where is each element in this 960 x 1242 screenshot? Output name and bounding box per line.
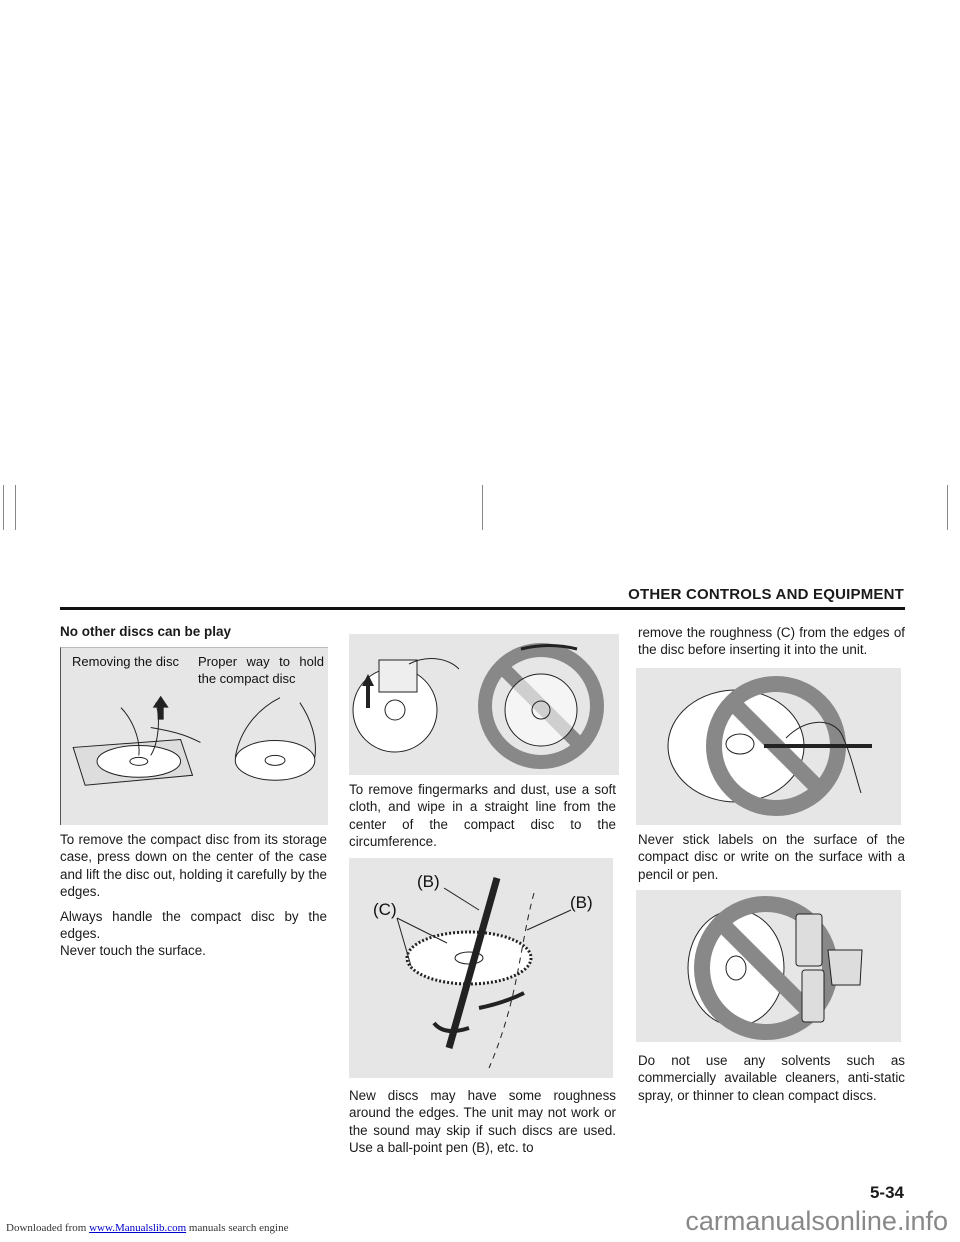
header-rule xyxy=(60,607,905,610)
section-heading: No other discs can be play xyxy=(60,624,232,639)
crop-mark xyxy=(947,485,948,530)
crop-mark xyxy=(3,485,4,530)
label-c: (C) xyxy=(373,900,397,919)
figure-removing-disc xyxy=(60,647,328,825)
paragraph-never-touch: Never touch the surface. xyxy=(60,943,206,958)
paragraph-no-labels: Never stick labels on the surface of the compact disc or write on the surface with a pencil or pen. xyxy=(638,832,905,882)
download-prefix: Downloaded from xyxy=(6,1222,87,1234)
label-b-left: (B) xyxy=(417,872,440,891)
download-suffix: manuals search engine xyxy=(188,1222,289,1234)
figure-no-labels xyxy=(636,668,901,825)
figure-roughness xyxy=(349,858,613,1078)
caption-proper-way: Proper way to hold xyxy=(198,654,324,669)
manualslib-link[interactable]: www.Manualslib.com xyxy=(89,1222,187,1234)
crop-mark xyxy=(482,485,483,530)
pen-roughness-illustration xyxy=(349,858,613,1078)
figure-wipe-disc xyxy=(349,634,619,775)
download-footer xyxy=(6,1222,288,1234)
no-writing-illustration xyxy=(636,668,901,825)
paragraph-handle-edges: Always handle the compact disc by the edges. xyxy=(60,909,327,942)
paragraph-remove-disc: To remove the compact disc from its storage case, press down on the center of the case and lift the disc out, holding it carefully by the edges. xyxy=(60,832,327,899)
watermark: carmanualsonline.info xyxy=(685,1206,948,1236)
caption-proper-way-2: the compact disc xyxy=(198,671,296,686)
figure-no-solvents xyxy=(636,890,901,1042)
section-title: OTHER CONTROLS AND EQUIPMENT xyxy=(628,586,904,603)
paragraph-new-discs: New discs may have some roughness around the edges. The unit may not work or the sound may skip if such discs are used. Use a ball-point pen (B), etc. to xyxy=(349,1088,616,1155)
page-number: 5-34 xyxy=(869,1183,904,1202)
label-b-right: (B) xyxy=(570,893,593,912)
caption-removing-disc: Removing the disc xyxy=(72,654,179,669)
crop-mark xyxy=(15,485,16,530)
paragraph-no-solvents: Do not use any solvents such as commercially available cleaners, anti-static spray, or thinner to clean compact discs. xyxy=(638,1053,905,1103)
paragraph-remove-fingermarks: To remove fingermarks and dust, use a soft cloth, and wipe in a straight line from the center of the compact disc to the circumference. xyxy=(349,782,616,849)
paragraph-remove-roughness: remove the roughness (C) from the edges of the disc before inserting it into the unit. xyxy=(638,625,905,658)
no-solvents-illustration xyxy=(636,890,901,1042)
arrow-up-icon xyxy=(153,696,169,720)
wipe-illustration xyxy=(349,634,619,775)
